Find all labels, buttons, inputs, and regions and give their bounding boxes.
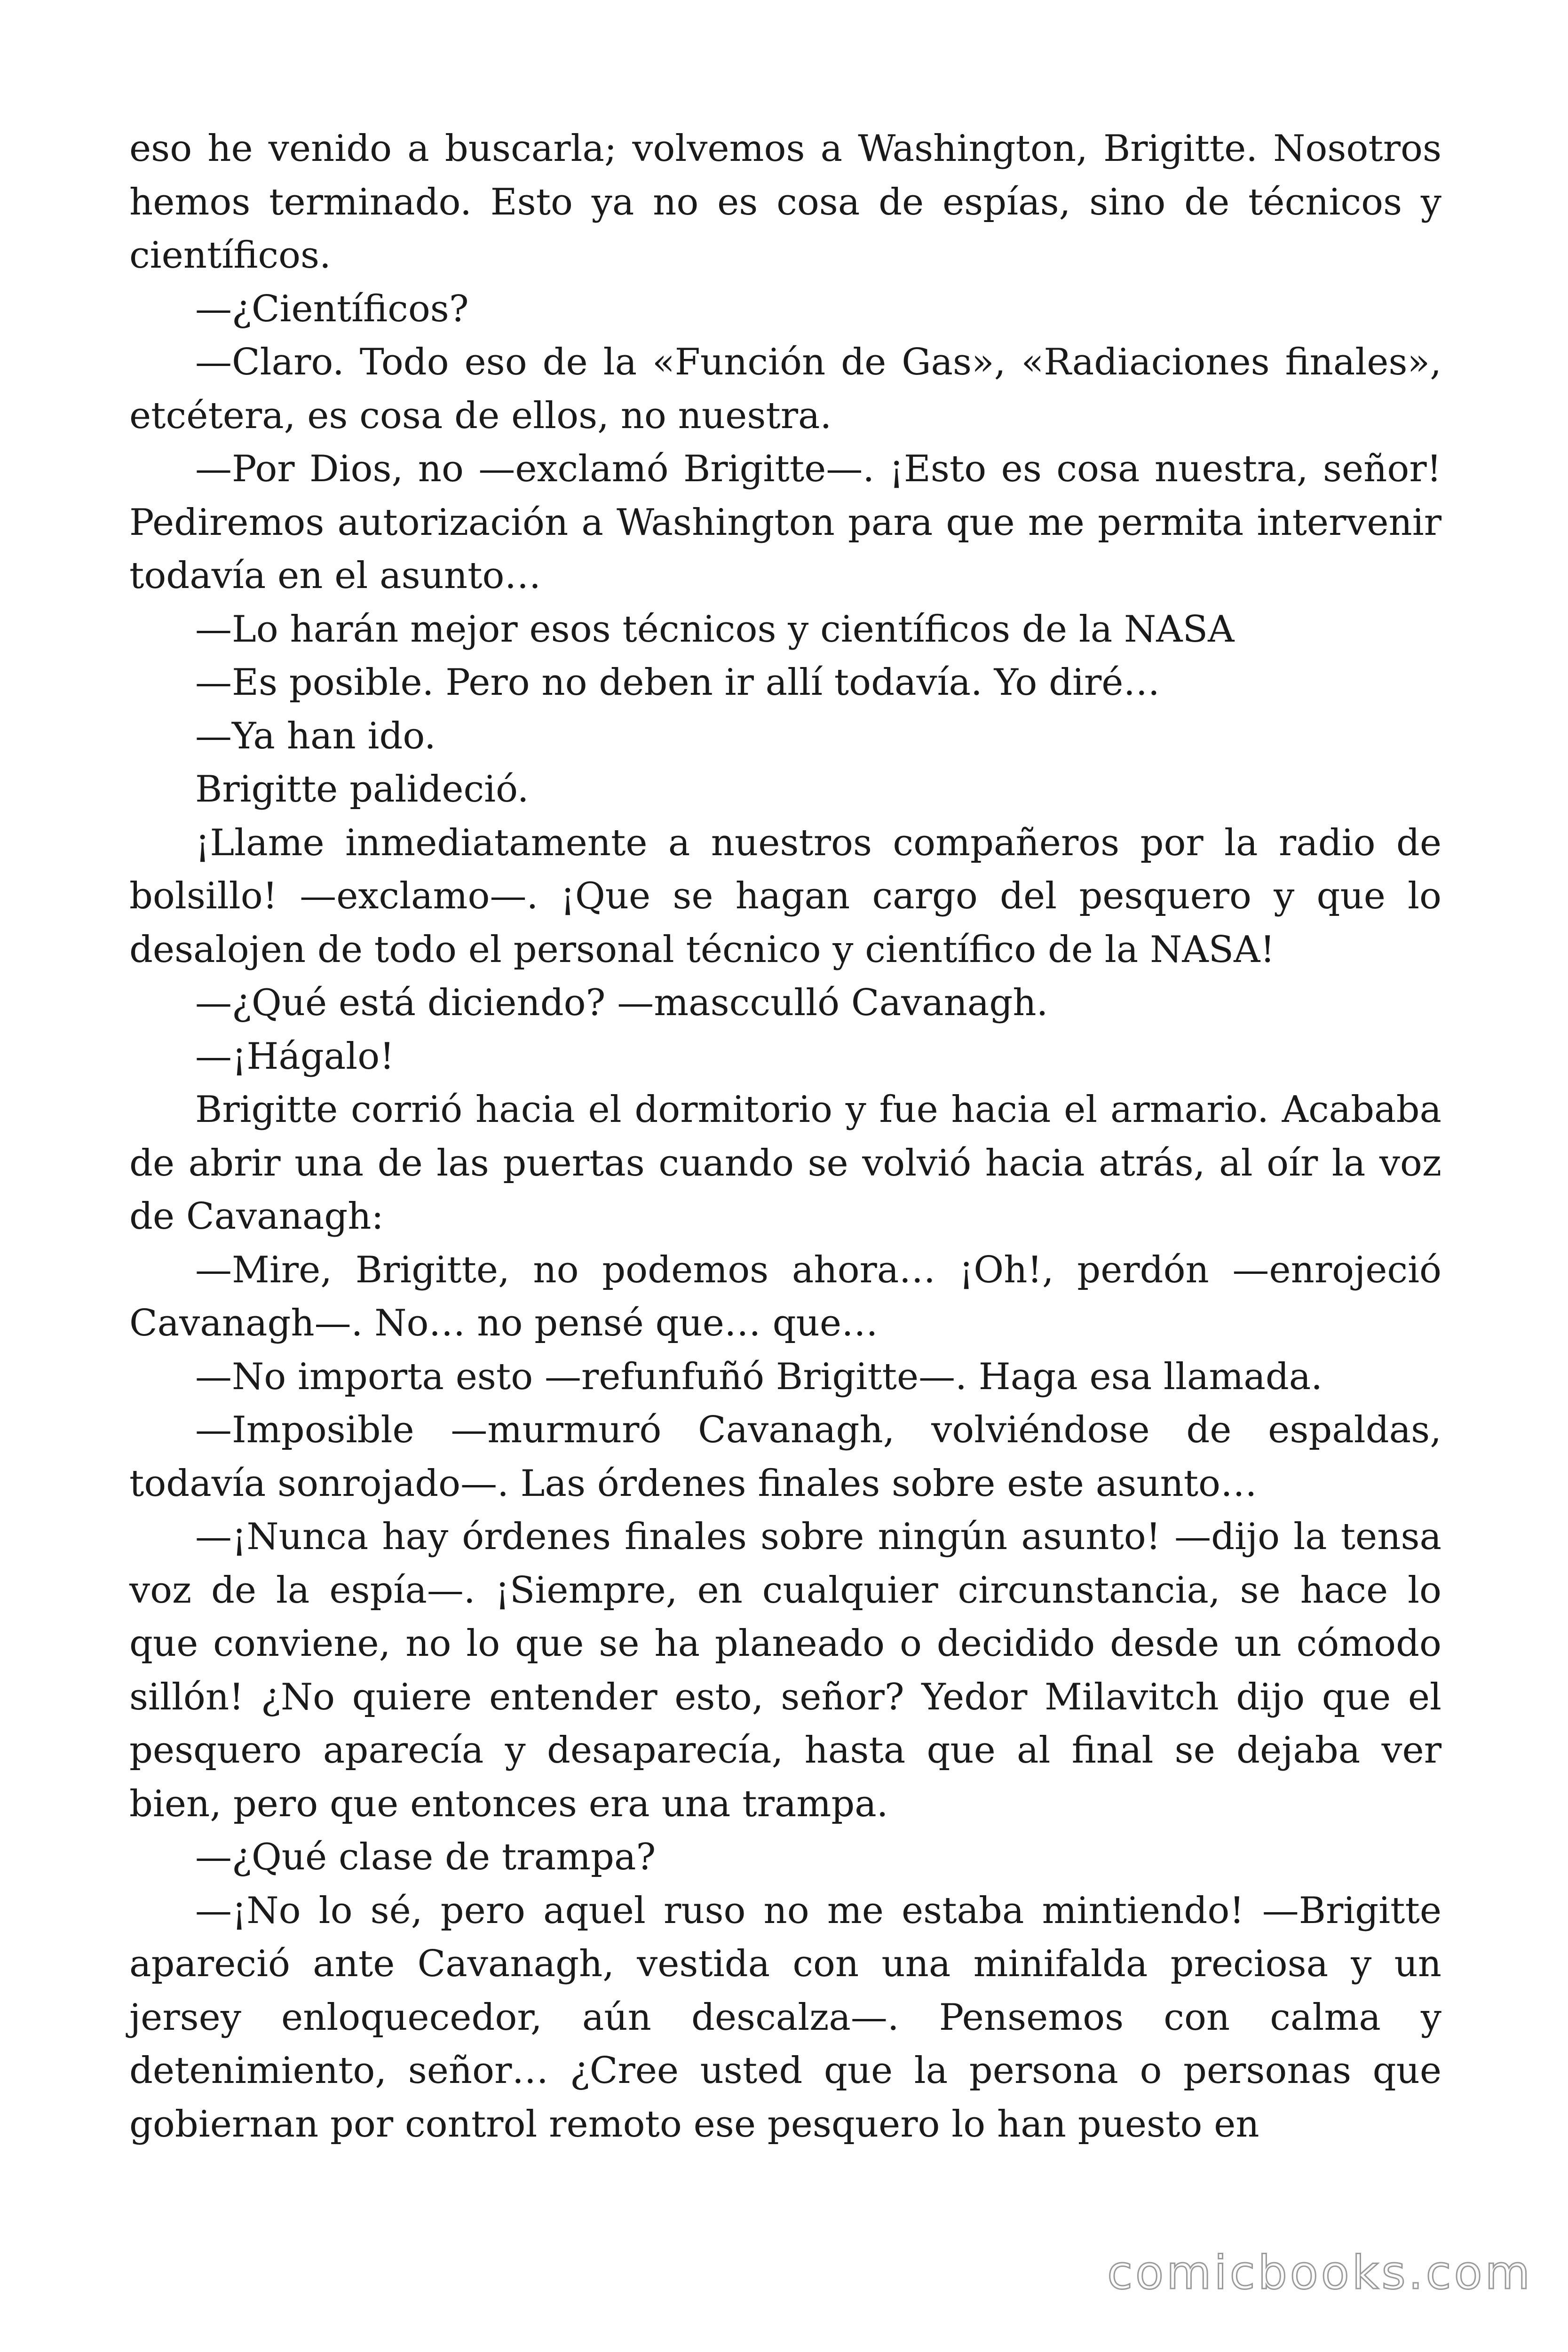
paragraph-15: —Imposible —murmuró Cavanagh, volviéndose de espaldas, todavía sonrojado—. Las órdenes finales sobre este asunto… [129,1409,1441,1505]
paragraph-7: —Ya han ido. [195,715,436,757]
paragraph-4: —Por Dios, no —exclamó Brigitte—. ¡Esto es cosa nuestra, señor! Pediremos autorización a Washington para que me permita intervenir todavía en el asunto… [129,448,1441,597]
paragraph-6: —Es posible. Pero no deben ir allí todavía. Yo diré… [195,661,1160,704]
paragraph-10: —¿Qué está diciendo? —mascculló Cavanagh. [195,982,1048,1024]
page-body-text [129,122,1441,2151]
paragraph-12: Brigitte corrió hacia el dormitorio y fue hacia el armario. Acababa de abrir una de las puertas cuando se volvió hacia atrás, al oír la voz de Cavanagh: [129,1089,1441,1238]
watermark: comicbooks.com [1107,2246,1533,2300]
paragraph-3: —Claro. Todo eso de la «Función de Gas», «Radiaciones finales», etcétera, es cosa de ellos, no nuestra. [129,341,1441,437]
paragraph-17: —¿Qué clase de trampa? [195,1836,656,1878]
paragraph-1: eso he venido a buscarla; volvemos a Washington, Brigitte. Nosotros hemos terminado. Esto ya no es cosa de espías, sino de técnicos y científicos. [129,127,1441,277]
paragraph-9: ¡Llame inmediatamente a nuestros compañeros por la radio de bolsillo! —exclamo—. ¡Que se hagan cargo del pesquero y que lo desalojen de todo el personal técnico y científico de la NASA! [129,821,1441,971]
paragraph-11: —¡Hágalo! [195,1035,395,1078]
paragraph-14: —No importa esto —refunfuñó Brigitte—. Haga esa llamada. [195,1355,1323,1398]
paragraph-8: Brigitte palideció. [195,768,529,810]
paragraph-2: —¿Científicos? [195,287,469,330]
paragraph-16: —¡Nunca hay órdenes finales sobre ningún asunto! —dijo la tensa voz de la espía—. ¡Siempre, en cualquier circunstancia, se hace lo que conviene, no lo que se ha planeado o decidido desde un cómodo sillón! ¿No quiere entender esto, señor? Yedor Milavitch dijo que el pesquero aparecía y desaparecía, hasta que al final se dejaba ver bien, pero que entonces era una trampa. [129,1516,1441,1825]
paragraph-5: —Lo harán mejor esos técnicos y científicos de la NASA [195,608,1235,651]
paragraph-13: —Mire, Brigitte, no podemos ahora… ¡Oh!, perdón —enrojeció Cavanagh—. No… no pensé que… que… [129,1248,1441,1344]
paragraph-18: —¡No lo sé, pero aquel ruso no me estaba mintiendo! —Brigitte apareció ante Cavanagh, vestida con una minifalda preciosa y un jersey enloquecedor, aún descalza—. Pensemos con calma y detenimiento, señor… ¿Cree usted que la persona o personas que gobiernan por control remoto ese pesquero lo han puesto en [129,1889,1441,2145]
